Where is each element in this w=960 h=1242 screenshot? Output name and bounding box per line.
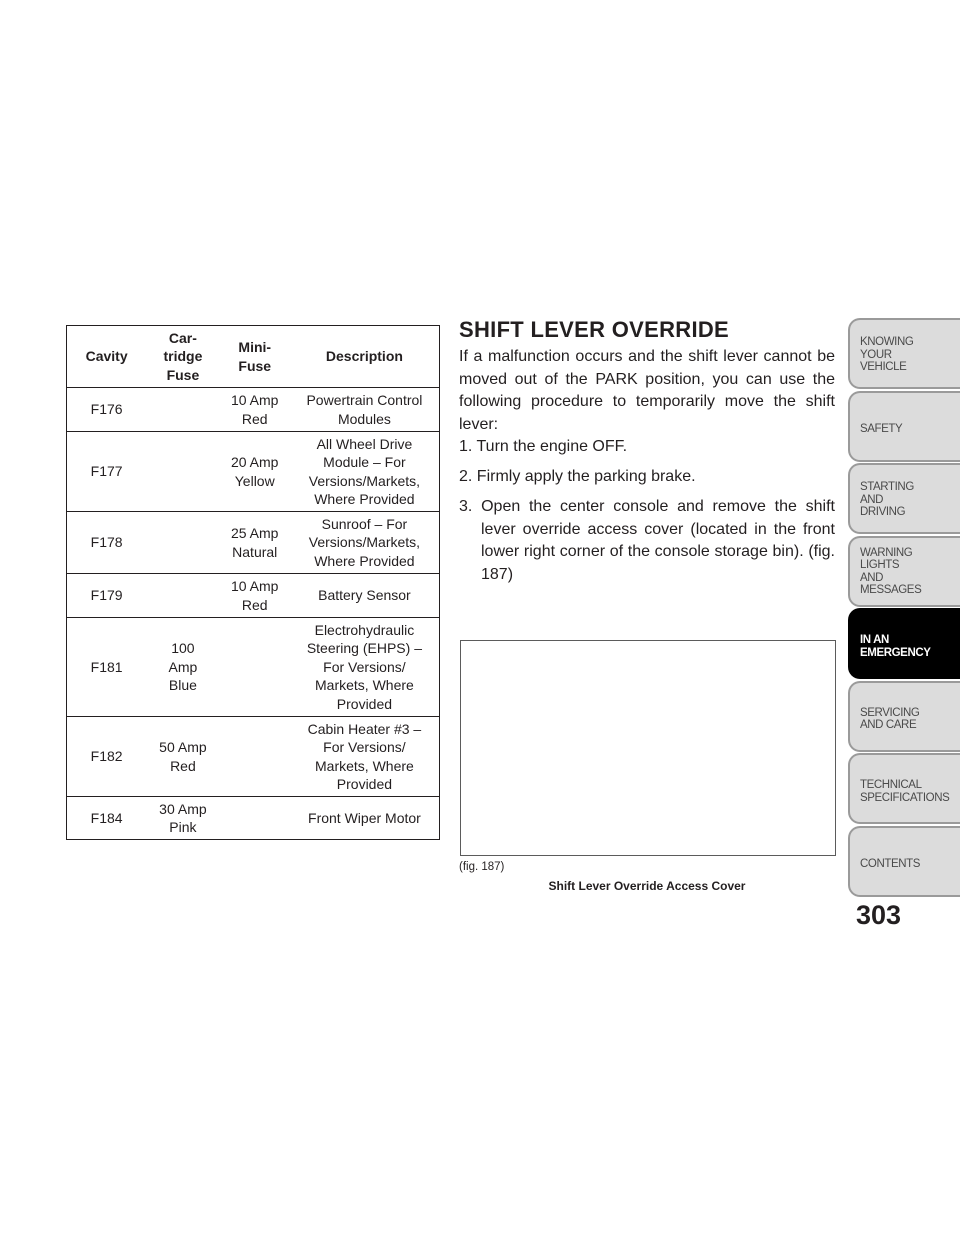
description-cell: Battery Sensor: [290, 574, 440, 618]
fuse-table-header: [67, 326, 440, 388]
table-row: [67, 432, 440, 512]
header-mini-fuse: Mini- Fuse: [220, 326, 290, 388]
cavity-cell: F179: [67, 574, 147, 618]
mini-cell: [220, 717, 290, 797]
table-row: [67, 512, 440, 574]
cavity-cell: F178: [67, 512, 147, 574]
header-cavity: Cavity: [67, 326, 147, 388]
cavity-cell: F176: [67, 388, 147, 432]
step-item: 1. Turn the engine OFF.: [459, 438, 628, 455]
cavity-cell: F177: [67, 432, 147, 512]
header-description: Description: [290, 326, 440, 388]
header-cartridge-fuse: Car- tridge Fuse: [146, 326, 219, 388]
description-cell: Cabin Heater #3 – For Versions/ Markets, Where Provided: [290, 717, 440, 797]
cavity-cell: F181: [67, 618, 147, 717]
page-number: 303: [856, 900, 902, 930]
description-cell: All Wheel Drive Module – For Versions/Markets, Where Provided: [290, 432, 440, 512]
figure-number: (fig. 187): [459, 861, 505, 873]
description-cell: Electrohydraulic Steering (EHPS) – For Versions/ Markets, Where Provided: [290, 618, 440, 717]
tab-warning-lights-and-messages[interactable]: WARNING LIGHTS AND MESSAGES: [848, 536, 960, 607]
cavity-cell: F184: [67, 797, 147, 840]
cartridge-cell: 100 Amp Blue: [146, 618, 219, 717]
procedure-steps: [459, 436, 835, 594]
cartridge-cell: [146, 512, 219, 574]
cartridge-cell: [146, 388, 219, 432]
mini-cell: 10 Amp Red: [220, 388, 290, 432]
table-row: [67, 388, 440, 432]
mini-cell: 25 Amp Natural: [220, 512, 290, 574]
table-row: [67, 618, 440, 717]
cavity-cell: F182: [67, 717, 147, 797]
fuse-table: [66, 325, 440, 840]
description-cell: Powertrain Control Modules: [290, 388, 440, 432]
mini-cell: 20 Amp Yellow: [220, 432, 290, 512]
cartridge-cell: 50 Amp Red: [146, 717, 219, 797]
cartridge-cell: 30 Amp Pink: [146, 797, 219, 840]
step-item: 3. Open the center console and remove the shift lever override access cover (located in the front lower right corner of the console storage bin). (fig. 187): [459, 498, 835, 583]
description-cell: Sunroof – For Versions/Markets, Where Provided: [290, 512, 440, 574]
tab-servicing-and-care[interactable]: SERVICING AND CARE: [848, 681, 960, 752]
tab-knowing-your-vehicle[interactable]: KNOWING YOUR VEHICLE: [848, 318, 960, 389]
tab-technical-specifications[interactable]: TECHNICAL SPECIFICATIONS: [848, 753, 960, 824]
cartridge-cell: [146, 432, 219, 512]
table-row: [67, 574, 440, 618]
figure-caption: Shift Lever Override Access Cover: [548, 879, 746, 893]
tab-starting-and-driving[interactable]: STARTING AND DRIVING: [848, 463, 960, 534]
tab-contents[interactable]: CONTENTS: [848, 826, 960, 897]
mini-cell: [220, 618, 290, 717]
table-row: [67, 797, 440, 840]
description-cell: Front Wiper Motor: [290, 797, 440, 840]
tab-safety[interactable]: SAFETY: [848, 391, 960, 462]
tab-in-an-emergency[interactable]: IN AN EMERGENCY: [848, 608, 960, 679]
cartridge-cell: [146, 574, 219, 618]
mini-cell: 10 Amp Red: [220, 574, 290, 618]
section-tabs: [848, 318, 960, 898]
table-row: [67, 717, 440, 797]
section-title: SHIFT LEVER OVERRIDE: [459, 317, 730, 342]
step-item: 2. Firmly apply the parking brake.: [459, 468, 696, 486]
intro-paragraph: If a malfunction occurs and the shift lever cannot be moved out of the PARK position, you can use the following procedure to temporarily move the shift lever:: [459, 348, 835, 433]
figure-image-placeholder: [460, 640, 836, 856]
mini-cell: [220, 797, 290, 840]
